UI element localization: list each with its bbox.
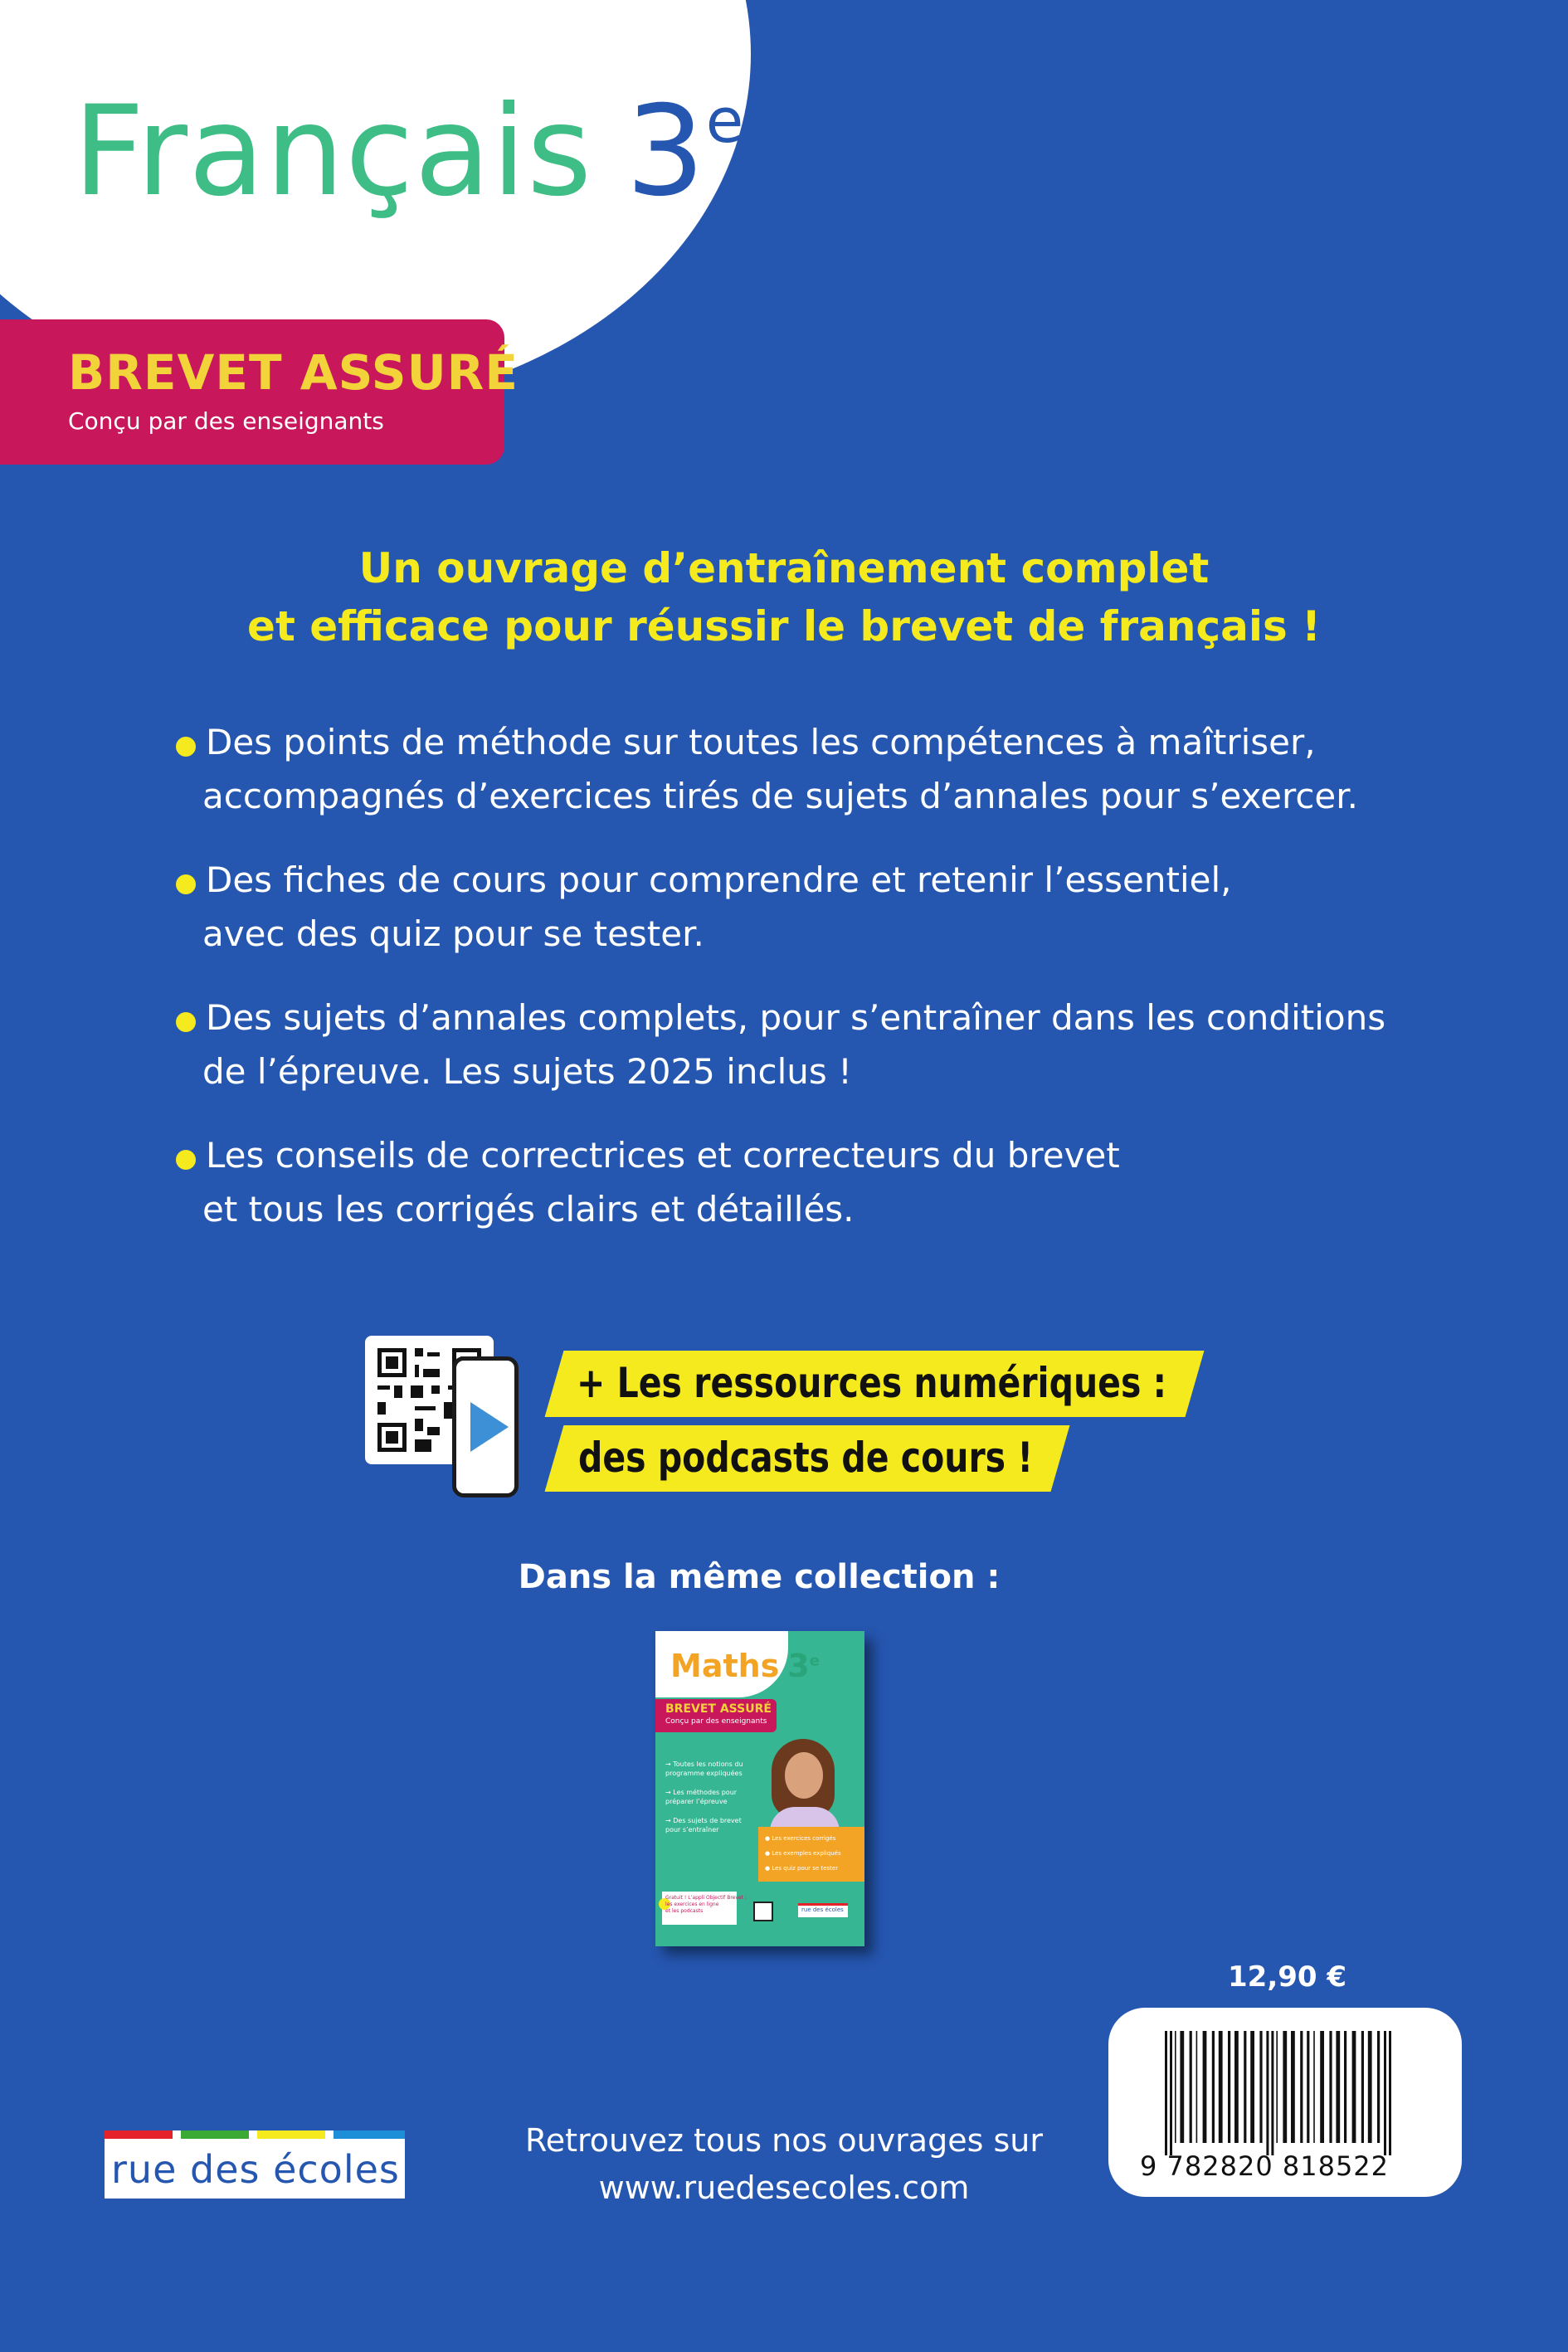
feature-text-line-1: Les conseils de correctrices et correcteurs du brevet [206, 1135, 1120, 1176]
book-level-number: 3 [787, 1648, 810, 1684]
student-photo-face [785, 1752, 823, 1799]
feature-text-line-2: et tous les corrigés clairs et détaillés. [202, 1189, 855, 1230]
bullet-dot-icon [176, 1150, 196, 1170]
headline-line-1: Un ouvrage d’entraînement complet [358, 544, 1210, 592]
book-feature-item: → Les méthodes pour préparer l’épreuve [665, 1789, 738, 1805]
feature-text-line-1: Des points de méthode sur toutes les compétences à maîtriser, [206, 722, 1316, 762]
website-info [0, 2117, 1568, 2212]
feature-item [176, 853, 1470, 961]
series-subtitle: Conçu par des enseignants [68, 407, 384, 435]
book-series-subtitle: Conçu par des enseignants [665, 1717, 767, 1726]
book-app-text-line: les exercices en ligne [665, 1902, 719, 1907]
feature-list [176, 715, 1470, 1266]
book-app-text-line: et les podcasts [665, 1908, 704, 1914]
book-level [787, 1648, 820, 1684]
book-orange-item: ● Les exemples expliqués [765, 1850, 841, 1857]
feature-text-line-2: avec des quiz pour se tester. [202, 913, 704, 954]
series-title: BREVET ASSURÉ [68, 344, 519, 401]
book-subject: Maths [670, 1648, 780, 1684]
website-line-1: Retrouvez tous nos ouvrages sur [525, 2122, 1043, 2159]
headline [0, 539, 1568, 655]
feature-text-line-1: Des sujets d’annales complets, pour s’entraîner dans les conditions [206, 997, 1386, 1038]
feature-item [176, 991, 1470, 1098]
bullet-dot-icon [176, 737, 196, 757]
subject-title: Français [73, 80, 593, 224]
feature-text-line-1: Des fiches de cours pour comprendre et retenir l’essentiel, [206, 859, 1232, 900]
level-title [626, 80, 744, 224]
collection-book-thumbnail[interactable] [655, 1631, 864, 1946]
book-feature-item: → Toutes les notions du programme expliquées [665, 1760, 743, 1777]
website-url[interactable]: www.ruedesecoles.com [598, 2169, 970, 2206]
series-banner [0, 319, 519, 465]
play-icon [470, 1402, 509, 1452]
resources-line-1: + Les ressources numériques : [577, 1359, 1167, 1407]
headline-line-2: et efficace pour réussir le brevet de français ! [247, 602, 1321, 650]
book-orange-item: ● Les exercices corrigés [765, 1835, 836, 1842]
book-publisher-name: rue des écoles [801, 1906, 844, 1913]
book-orange-item: ● Les quiz pour se tester [765, 1865, 839, 1872]
book-publisher-logo [798, 1903, 848, 1917]
book-app-text-line: Gratuit ! L’appli Objectif Brevet : [665, 1895, 747, 1901]
book-level-superscript: e [809, 1652, 820, 1670]
isbn-number: 9 782820 818522 [1140, 2150, 1390, 2182]
bullet-dot-icon [176, 874, 196, 894]
level-number: 3 [626, 80, 706, 224]
book-qr-code-icon [753, 1902, 773, 1921]
publisher-name: rue des écoles [111, 2147, 400, 2192]
collection-label: Dans la même collection : [518, 1558, 1001, 1596]
feature-text-line-2: accompagnés d’exercices tirés de sujets d’annales pour s’exercer. [202, 776, 1359, 816]
book-orange-box [758, 1827, 864, 1882]
book-series-banner [655, 1699, 777, 1732]
book-feature-list [665, 1760, 757, 1844]
book-app-text [665, 1895, 747, 1915]
price: 12,90 € [1228, 1960, 1347, 1994]
level-superscript: e [705, 85, 745, 157]
feature-item [176, 715, 1470, 823]
book-series-title: BREVET ASSURÉ [665, 1702, 772, 1716]
book-title [670, 1648, 820, 1684]
book-feature-item: → Des sujets de brevet pour s’entraîner [665, 1817, 742, 1833]
feature-text-line-2: de l’épreuve. Les sujets 2025 inclus ! [202, 1051, 852, 1092]
book-title [73, 80, 745, 224]
resources-line-2: des podcasts de cours ! [578, 1434, 1034, 1482]
feature-item [176, 1128, 1470, 1236]
bullet-dot-icon [176, 1012, 196, 1032]
